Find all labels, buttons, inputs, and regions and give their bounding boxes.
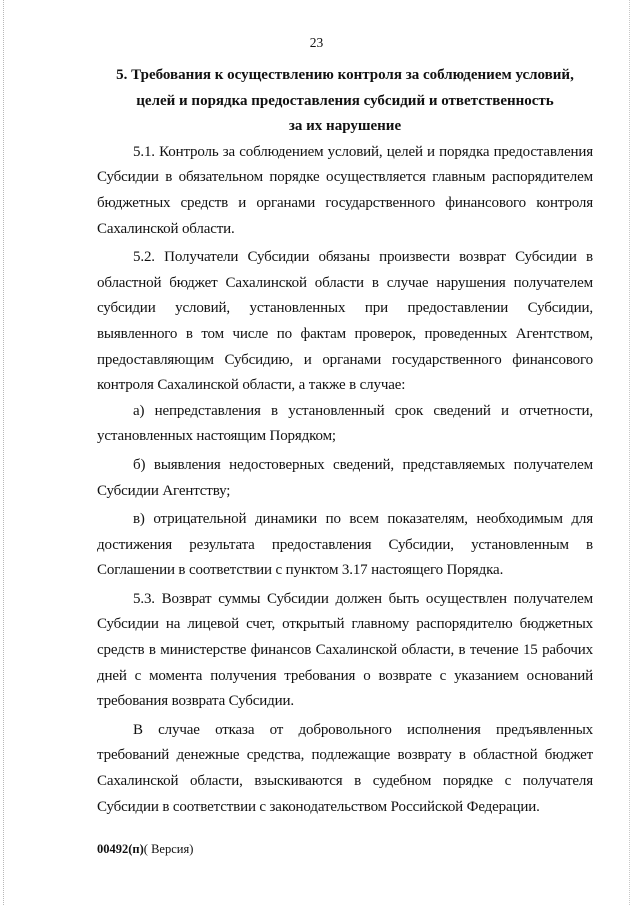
paragraph-item-b: б) выявления недостоверных сведений, представляемых получателем Субсидии Агентству; xyxy=(97,456,593,499)
scan-edge-right xyxy=(628,0,630,905)
document-code: 00492(п) xyxy=(97,842,144,856)
section-heading-line-2: целей и порядка предоставления субсидий и ответственность xyxy=(136,92,554,109)
paragraph-5-2: 5.2. Получатели Субсидии обязаны произвести возврат Субсидии в областной бюджет Сахалинской области в случае нарушения получателем субсидии условий, установленных при предоставлении Субсидии, выявленного в том числе по фактам проверок, проведенных Агентством, предоставляющим Субсидию, и органами государственного финансового контроля Сахалинской области, а также в случае: xyxy=(97,249,593,394)
section-heading xyxy=(97,63,593,140)
page-number: 23 xyxy=(309,35,324,50)
paragraph-refusal-case: В случае отказа от добровольного исполнения предъявленных требований денежные средства, подлежащие возврату в областной бюджет Сахалинской области, взыскиваются в судебном порядке с получателя Субсидии в соответствии с законодательством Российской Федерации. xyxy=(97,721,593,815)
scan-edge-left xyxy=(3,0,5,905)
document-body xyxy=(97,63,593,820)
paragraph-item-a: а) непредставления в установленный срок сведений и отчетности, установленных настоящим Порядком; xyxy=(97,402,593,445)
paragraph-5-1: 5.1. Контроль за соблюдением условий, целей и порядка предоставления Субсидии в обязательном порядке осуществляется главным распорядителем бюджетных средств и органами государственного финансового контроля Сахалинской области. xyxy=(97,143,593,237)
document-version: ( Версия) xyxy=(143,842,194,856)
paragraph-item-v: в) отрицательной динамики по всем показателям, необходимым для достижения результата предоставления Субсидии, установленным в Соглашении в соответствии с пунктом 3.17 настоящего Порядка. xyxy=(97,511,593,579)
section-heading-line-3: за их нарушение xyxy=(288,118,402,135)
section-heading-line-1: 5. Требования к осуществлению контроля за соблюдением условий, xyxy=(116,67,574,83)
document-footer xyxy=(97,840,193,858)
paragraph-5-3: 5.3. Возврат суммы Субсидии должен быть осуществлен получателем Субсидии на лицевой счет, открытый главному распорядителю бюджетных средств в министерстве финансов Сахалинской области, в течение 15 рабочих дней с момента получения требования о возврате с указанием оснований требования возврата Субсидии. xyxy=(97,590,593,710)
